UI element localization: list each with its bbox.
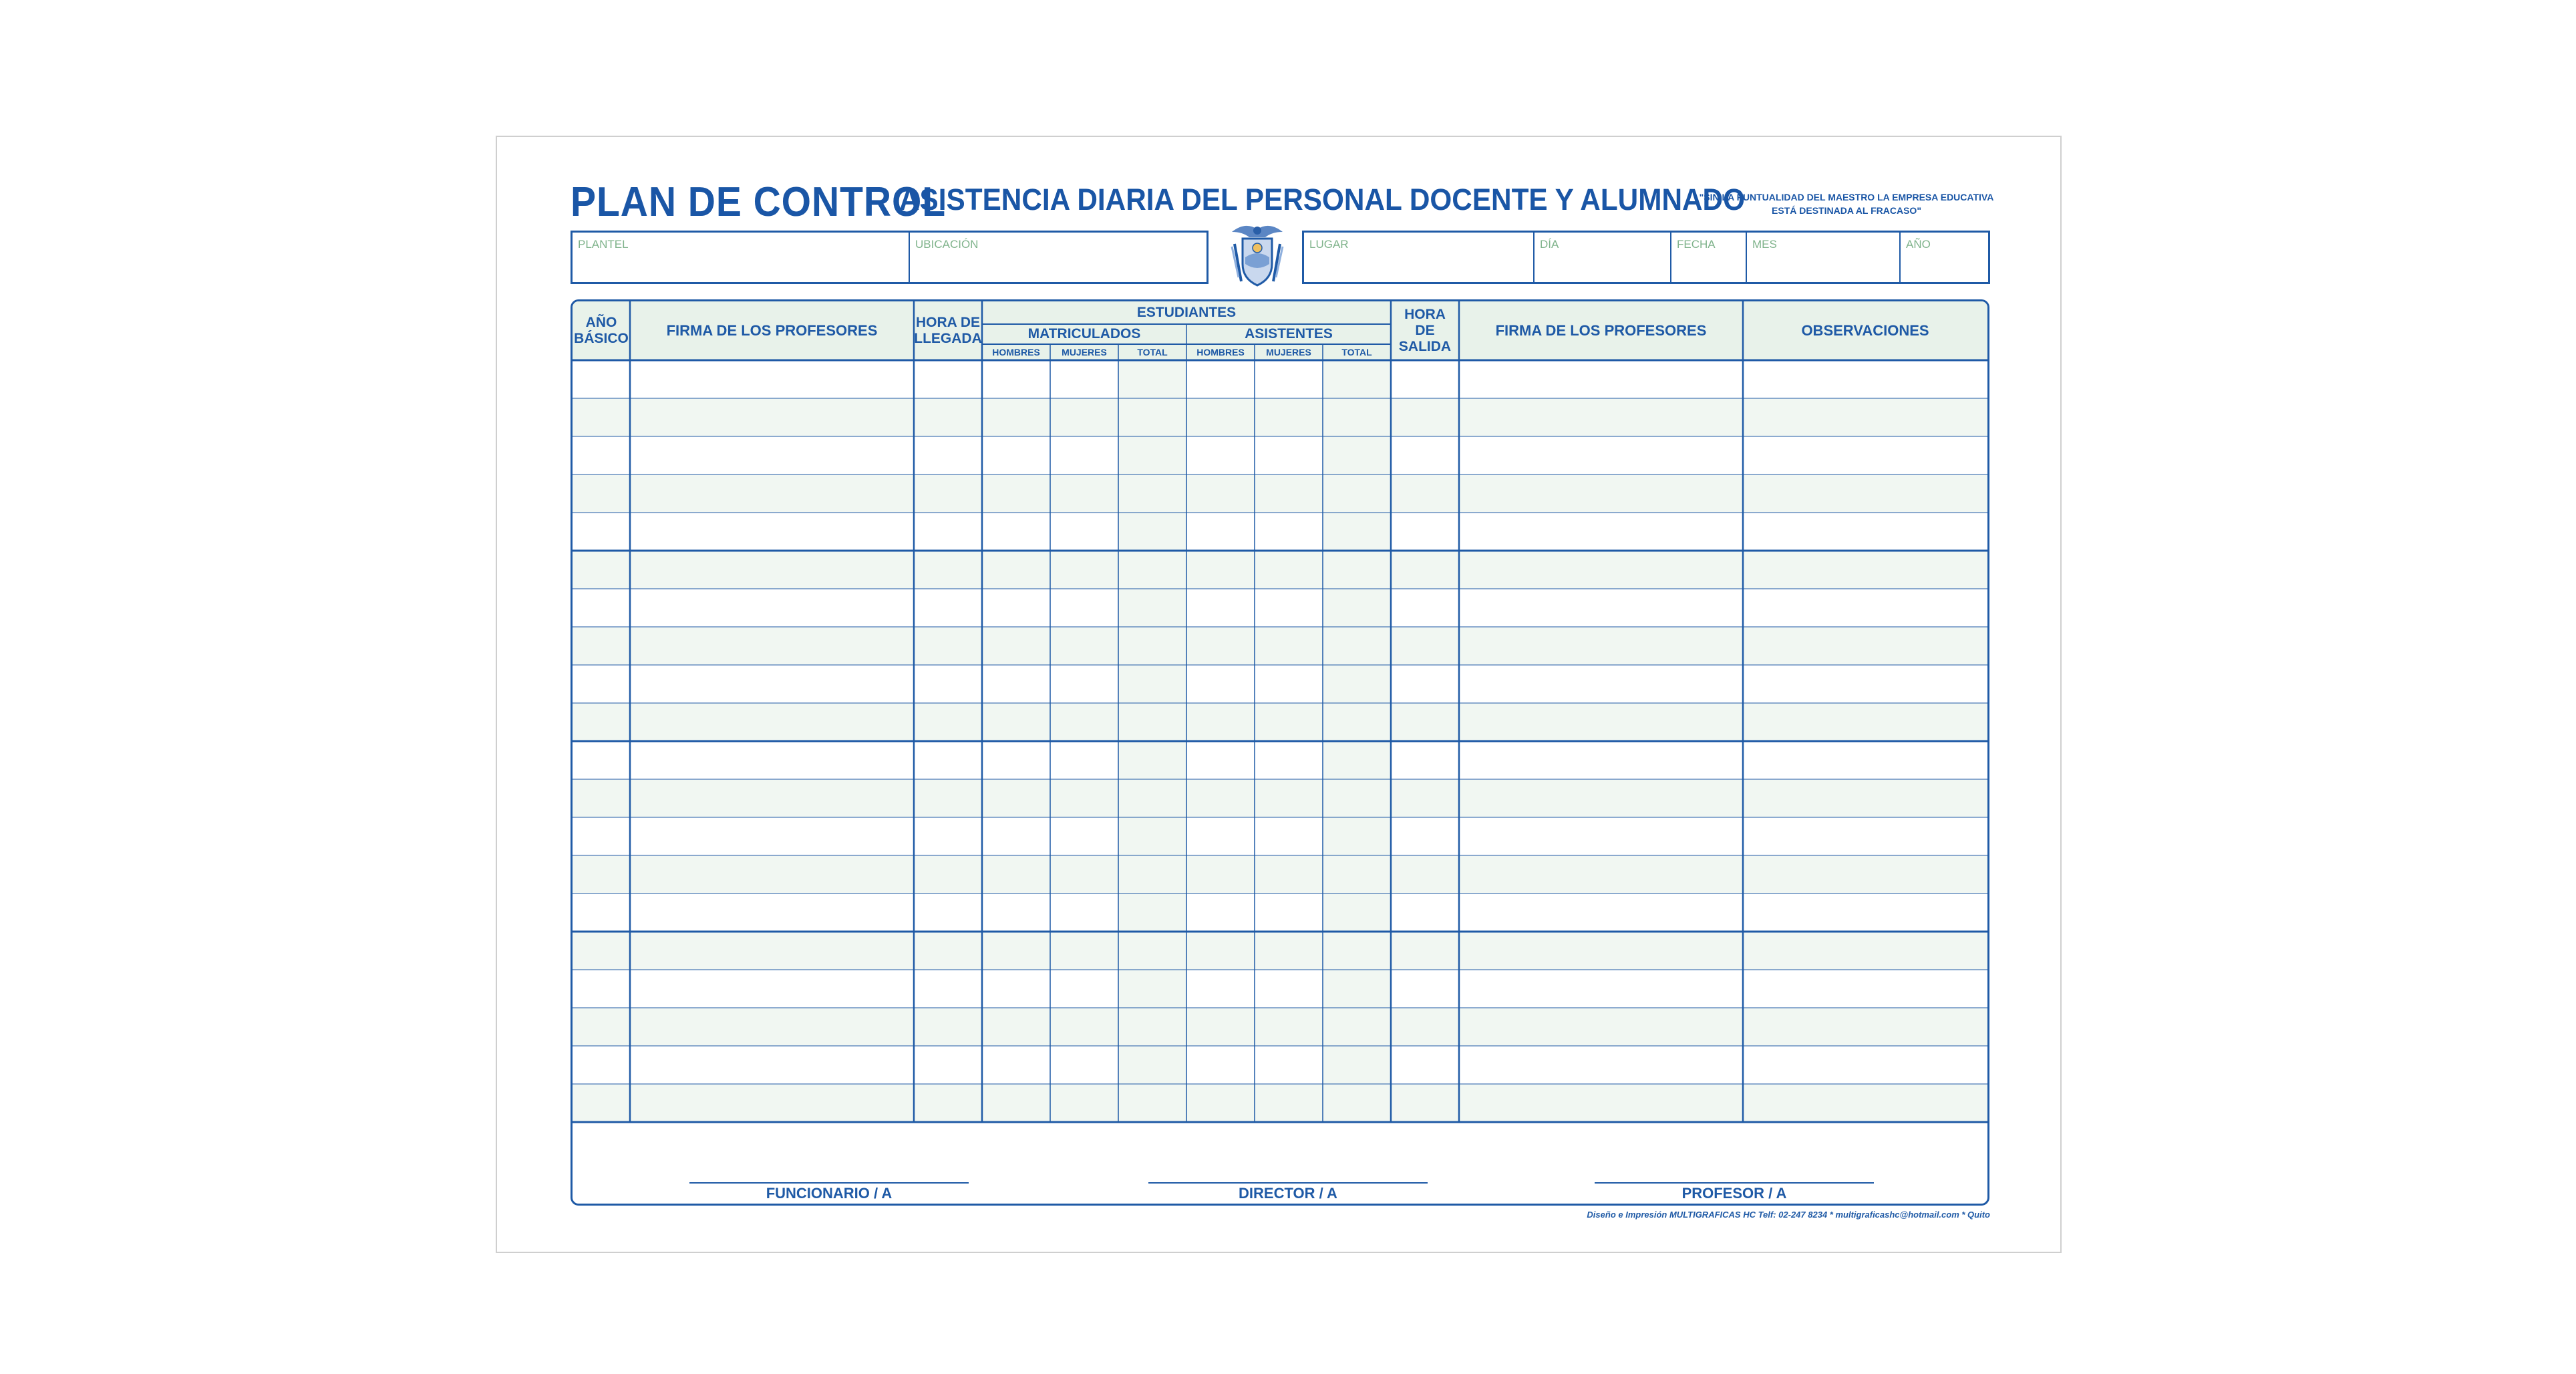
field-dia[interactable]	[1535, 233, 1671, 282]
row-stripe	[573, 1084, 1987, 1122]
field-mes-label: MES	[1752, 238, 1777, 251]
row-stripe	[573, 855, 1987, 894]
field-lugar[interactable]	[1304, 233, 1535, 282]
header-observaciones: OBSERVACIONES	[1801, 322, 1929, 339]
header-anio-basico: AÑO BÁSICO	[574, 314, 629, 346]
header-firma-profesores-2: FIRMA DE LOS PROFESORES	[1495, 322, 1707, 339]
header-estudiantes: ESTUDIANTES	[1136, 304, 1237, 320]
field-fecha[interactable]	[1671, 233, 1747, 282]
motto-line-2: ESTÁ DESTINADA AL FRACASO"	[1772, 205, 1921, 216]
signature-label-funcionario: FUNCIONARIO / A	[766, 1185, 893, 1202]
printer-credit: Diseño e Impresión MULTIGRAFICAS HC Telf: 02-247 8234 * multigraficashc@hotmail.com * Quito	[1587, 1210, 1990, 1220]
attendance-table	[571, 299, 1989, 1206]
field-fecha-label: FECHA	[1677, 238, 1716, 251]
header-total-2: TOTAL	[1341, 346, 1372, 358]
row-stripe	[573, 703, 1987, 741]
row-stripe	[573, 627, 1987, 665]
row-stripe	[573, 551, 1987, 589]
signature-line-director[interactable]	[1148, 1182, 1428, 1184]
table-grid-lines	[573, 301, 1987, 1204]
form-title: PLAN DE CONTROL	[571, 179, 947, 225]
field-anio[interactable]	[1901, 233, 1988, 282]
row-stripe	[573, 1008, 1987, 1046]
field-dia-label: DÍA	[1540, 238, 1559, 251]
form-subtitle: ASISTENCIA DIARIA DEL PERSONAL DOCENTE Y ALUMNADO	[899, 182, 1745, 217]
motto-line-1: "SIN LA PUNTUALIDAD DEL MAESTRO LA EMPRESA EDUCATIVA	[1699, 192, 1994, 202]
header-hora-salida: HORA DE SALIDA	[1398, 306, 1452, 355]
signature-line-funcionario[interactable]	[689, 1182, 969, 1184]
header-hora-llegada: HORA DE LLEGADA	[914, 314, 982, 346]
field-ubicacion-label: UBICACIÓN	[915, 238, 979, 251]
row-stripe	[573, 474, 1987, 513]
row-stripe	[573, 398, 1987, 436]
header-box-right	[1302, 231, 1990, 284]
coat-of-arms-icon	[1225, 217, 1289, 292]
field-plantel[interactable]	[573, 233, 910, 282]
signature-line-profesor[interactable]	[1595, 1182, 1874, 1184]
header-box-left	[571, 231, 1209, 284]
field-lugar-label: LUGAR	[1309, 238, 1349, 251]
motto	[1693, 190, 2000, 217]
header-hombres-2: HOMBRES	[1196, 346, 1245, 358]
header-mujeres-1: MUJERES	[1062, 346, 1107, 358]
signature-label-profesor: PROFESOR / A	[1681, 1185, 1787, 1202]
field-anio-label: AÑO	[1906, 238, 1931, 251]
header-mujeres-2: MUJERES	[1266, 346, 1311, 358]
field-ubicacion[interactable]	[910, 233, 1206, 282]
field-plantel-label: PLANTEL	[578, 238, 629, 251]
signature-label-director: DIRECTOR / A	[1239, 1185, 1337, 1202]
field-mes[interactable]	[1747, 233, 1901, 282]
row-stripe	[573, 779, 1987, 817]
form-sheet	[496, 136, 2062, 1253]
row-stripe	[573, 932, 1987, 970]
header-matriculados: MATRICULADOS	[1027, 325, 1141, 341]
header-total-1: TOTAL	[1137, 346, 1168, 358]
header-hombres-1: HOMBRES	[992, 346, 1040, 358]
header-asistentes: ASISTENTES	[1245, 325, 1333, 341]
header-firma-profesores-1: FIRMA DE LOS PROFESORES	[666, 322, 878, 339]
